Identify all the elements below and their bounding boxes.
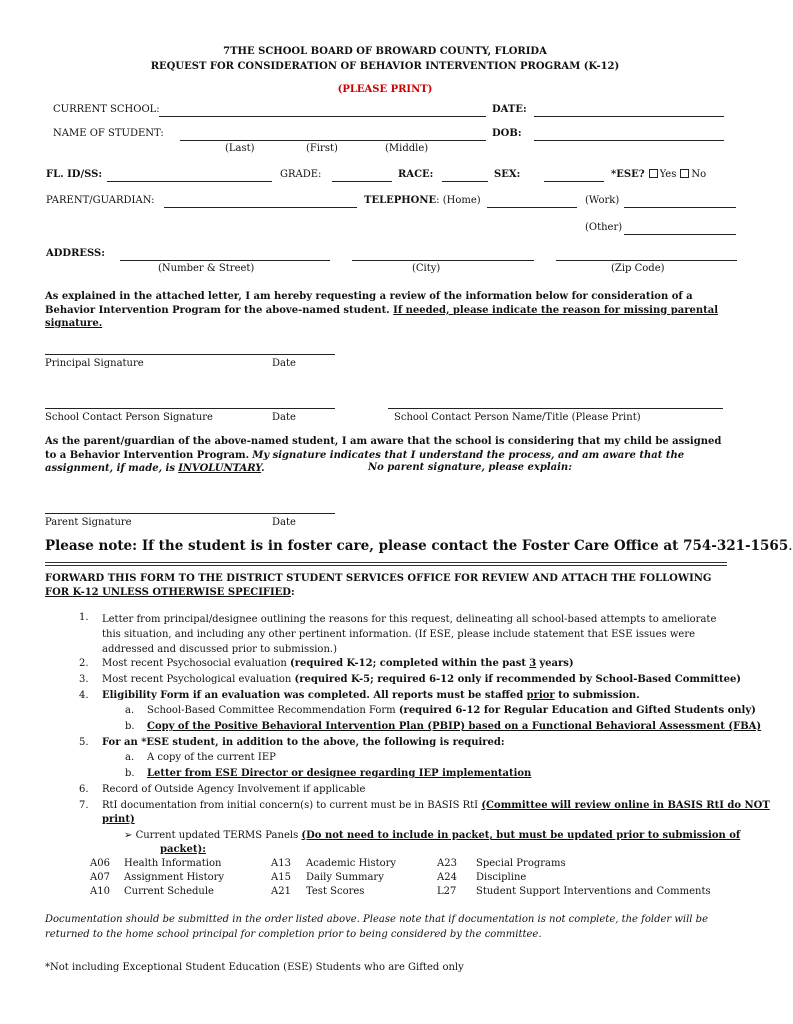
involuntary-period: . (261, 463, 265, 474)
terms-label: Academic History (306, 858, 397, 869)
list-item-4a-text: School-Based Committee Recommendation Form (147, 705, 396, 716)
list-item-7-text: RtI documentation from initial concern(s) to current must be in BASIS RtI (102, 800, 479, 811)
arrow-icon: ➢ (124, 830, 133, 841)
work-phone-field[interactable] (624, 207, 736, 208)
list-item-4a-req: (required 6-12 for Regular Education and Gifted Students only) (398, 705, 756, 716)
forward-text: FORWARD THIS FORM TO THE DISTRICT STUDENT SERVICES OFFICE FOR REVIEW AND ATTACH THE FOLLOWING (45, 573, 712, 584)
list-item-4 (102, 690, 640, 703)
ese-yes-checkbox[interactable] (649, 169, 658, 178)
list-item-4b: Copy of the Positive Behavioral Intervention Plan (PBIP) based on a Functional Behavioral Assessment (FBA) (147, 721, 762, 732)
last-caption: (Last) (225, 143, 255, 154)
parent-guardian-label: PARENT/GUARDIAN: (46, 195, 155, 206)
parent-signature-meaning: My signature indicates that I understand the process, and am aware that the assignment, if made, is (45, 449, 685, 474)
contact-signature-line[interactable] (45, 408, 335, 409)
list-number-5: 5. (79, 737, 89, 748)
street-field[interactable] (120, 260, 330, 261)
involuntary-text: INVOLUNTARY (178, 463, 262, 474)
header-title: 7THE SCHOOL BOARD OF BROWARD COUNTY, FLORIDA (223, 46, 547, 57)
list-item-4-prior: prior (526, 690, 555, 701)
divider-bottom (45, 565, 727, 566)
list-item-2-years: 3 (529, 658, 537, 669)
other-phone-field[interactable] (624, 234, 736, 235)
terms-code: A06 (90, 858, 110, 869)
terms-panels-packet: packet): (160, 844, 206, 855)
parent-signature-line[interactable] (45, 513, 335, 514)
terms-label: Assignment History (124, 872, 225, 883)
form-title: REQUEST FOR CONSIDERATION OF BEHAVIOR INTERVENTION PROGRAM (K-12) (150, 61, 620, 72)
zip-caption: (Zip Code) (611, 263, 665, 274)
foster-care-period: . (788, 538, 793, 554)
other-caption: (Other) (585, 222, 623, 233)
terms-code: A13 (271, 858, 291, 869)
list-item-3 (102, 674, 741, 687)
missing-signature-note: If needed, please indicate the reason for missing parental signature. (45, 304, 718, 329)
request-paragraph (45, 290, 735, 331)
contact-name-line[interactable] (388, 408, 723, 409)
contact-name-label: School Contact Person Name/Title (Please Print) (394, 412, 641, 423)
sex-label: SEX: (494, 169, 521, 180)
forward-scope: FOR K-12 UNLESS OTHERWISE SPECIFIED (45, 586, 291, 598)
list-item-4-end: to submission. (558, 690, 640, 701)
list-item-2-text: Most recent Psychosocial evaluation (102, 658, 287, 669)
race-label: RACE: (398, 169, 434, 180)
list-item-7-note: (Committee will review online in BASIS RtI do NOT (481, 800, 770, 811)
principal-signature-label: Principal Signature (45, 358, 144, 369)
current-school-field[interactable] (159, 116, 486, 117)
first-caption: (First) (306, 143, 338, 154)
list-item-3-text: Most recent Psychological evaluation (102, 674, 292, 685)
student-name-label: NAME OF STUDENT: (53, 128, 164, 139)
list-item-5: For an *ESE student, in addition to the above, the following is required: (102, 737, 505, 748)
list-item-3-req: (required K-5; required 6-12 only if recommended by School-Based Committee) (294, 674, 742, 685)
list-item-2-req: (required K-12; completed within the past (290, 658, 527, 669)
forward-colon: : (290, 586, 295, 598)
request-text: As explained in the attached letter, I am hereby requesting a review of the information below for consideration of a Behavior Intervention Program for the above-named student. (45, 291, 693, 316)
zip-field[interactable] (556, 260, 737, 261)
list-item-2-end: years) (539, 658, 574, 669)
ese-footnote: *Not including Exceptional Student Education (ESE) Students who are Gifted only (45, 962, 464, 973)
please-print-note: (PLEASE PRINT) (337, 84, 433, 95)
dob-field[interactable] (534, 140, 724, 141)
list-5b-letter: b. (125, 768, 135, 779)
ese-no-checkbox[interactable] (680, 169, 689, 178)
parent-date-label: Date (272, 517, 296, 528)
terms-label: Current Schedule (124, 886, 214, 897)
list-item-7 (102, 800, 770, 813)
parent-guardian-field[interactable] (164, 207, 357, 208)
terms-label: Discipline (476, 872, 527, 883)
date-field[interactable] (534, 116, 724, 117)
telephone-bold: TELEPHONE (364, 195, 437, 206)
terms-panels-line (124, 830, 740, 843)
list-item-4-text: Eligibility Form if an evaluation was completed. All reports must be staffed (102, 690, 524, 701)
terms-label: Special Programs (476, 858, 566, 869)
city-caption: (City) (412, 263, 441, 274)
list-number-3: 3. (79, 674, 89, 685)
divider-top (45, 562, 727, 563)
city-field[interactable] (352, 260, 534, 261)
terms-panels-text: Current updated TERMS Panels (135, 830, 299, 841)
race-field[interactable] (442, 181, 488, 182)
terms-code: A10 (90, 886, 110, 897)
list-4a-letter: a. (125, 705, 135, 716)
principal-date-label: Date (272, 358, 296, 369)
terms-code: A15 (271, 872, 291, 883)
list-item-5a: A copy of the current IEP (147, 752, 276, 763)
terms-panels-note: (Do not need to include in packet, but must be updated prior to submission of (301, 830, 741, 841)
list-item-1: Letter from principal/designee outlining the reasons for this request, delineating all school-based attempts to ameliorate this situation, and including any other pertinent information. (If ESE, please include statement that ESE issues were addressed and discussed prior to submission.) (102, 614, 717, 655)
address-label: ADDRESS: (46, 248, 105, 259)
list-number-2: 2. (79, 658, 89, 669)
foster-care-note (45, 538, 793, 555)
grade-label: GRADE: (280, 169, 322, 180)
ese-yes-label: Yes (659, 169, 677, 180)
list-number-7: 7. (79, 800, 89, 811)
list-4b-letter: b. (125, 721, 135, 732)
telephone-label (364, 195, 481, 208)
list-item-6: Record of Outside Agency Involvement if applicable (102, 784, 366, 795)
documentation-note: Documentation should be submitted in the order listed above. Please note that if documentation is not complete, the folder will be returned to the home school principal for completion prior to being considered by the committee. (45, 914, 708, 940)
foster-care-text: Please note: If the student is in foster care, please contact the Foster Care Office at 754-321-1565 (45, 538, 789, 554)
no-signature-explain: No parent signature, please explain: (368, 462, 572, 473)
work-caption: (Work) (585, 195, 620, 206)
list-number-6: 6. (79, 784, 89, 795)
street-caption: (Number & Street) (158, 263, 255, 274)
forward-instructions (45, 572, 735, 599)
flid-field[interactable] (107, 181, 272, 182)
parent-signature-label: Parent Signature (45, 517, 132, 528)
parent-awareness-text: As the parent/guardian of the above-named student, I am aware that the school is considering that my child be assigned to a Behavior Intervention Program. (45, 436, 722, 461)
ese-label: *ESE? (611, 169, 645, 180)
contact-date-label: Date (272, 412, 296, 423)
principal-signature-line[interactable] (45, 354, 335, 355)
terms-code: L27 (437, 886, 457, 897)
ese-group (611, 169, 706, 182)
terms-label: Test Scores (306, 886, 365, 897)
home-phone-field[interactable] (487, 207, 577, 208)
list-item-5b: Letter from ESE Director or designee regarding IEP implementation (147, 768, 532, 779)
list-item-2 (102, 658, 574, 671)
dob-label: DOB: (492, 128, 522, 139)
contact-signature-label: School Contact Person Signature (45, 412, 213, 423)
sex-field[interactable] (544, 181, 604, 182)
student-name-field[interactable] (180, 140, 486, 141)
terms-code: A23 (437, 858, 457, 869)
date-label: DATE: (492, 104, 527, 115)
terms-code: A21 (271, 886, 291, 897)
list-item-4a (147, 705, 756, 718)
middle-caption: (Middle) (385, 143, 429, 154)
list-number-4: 4. (79, 690, 89, 701)
terms-code: A07 (90, 872, 110, 883)
home-caption: : (Home) (436, 195, 481, 206)
terms-label: Health Information (124, 858, 222, 869)
list-number-1: 1. (79, 612, 89, 623)
terms-label: Daily Summary (306, 872, 384, 883)
flid-label: FL. ID/SS: (46, 169, 103, 180)
grade-field[interactable] (332, 181, 392, 182)
list-item-7-print: print) (102, 814, 135, 825)
terms-label: Student Support Interventions and Comments (476, 886, 711, 897)
list-5a-letter: a. (125, 752, 135, 763)
terms-code: A24 (437, 872, 457, 883)
ese-no-label: No (691, 169, 707, 180)
current-school-label: CURRENT SCHOOL: (53, 104, 160, 115)
